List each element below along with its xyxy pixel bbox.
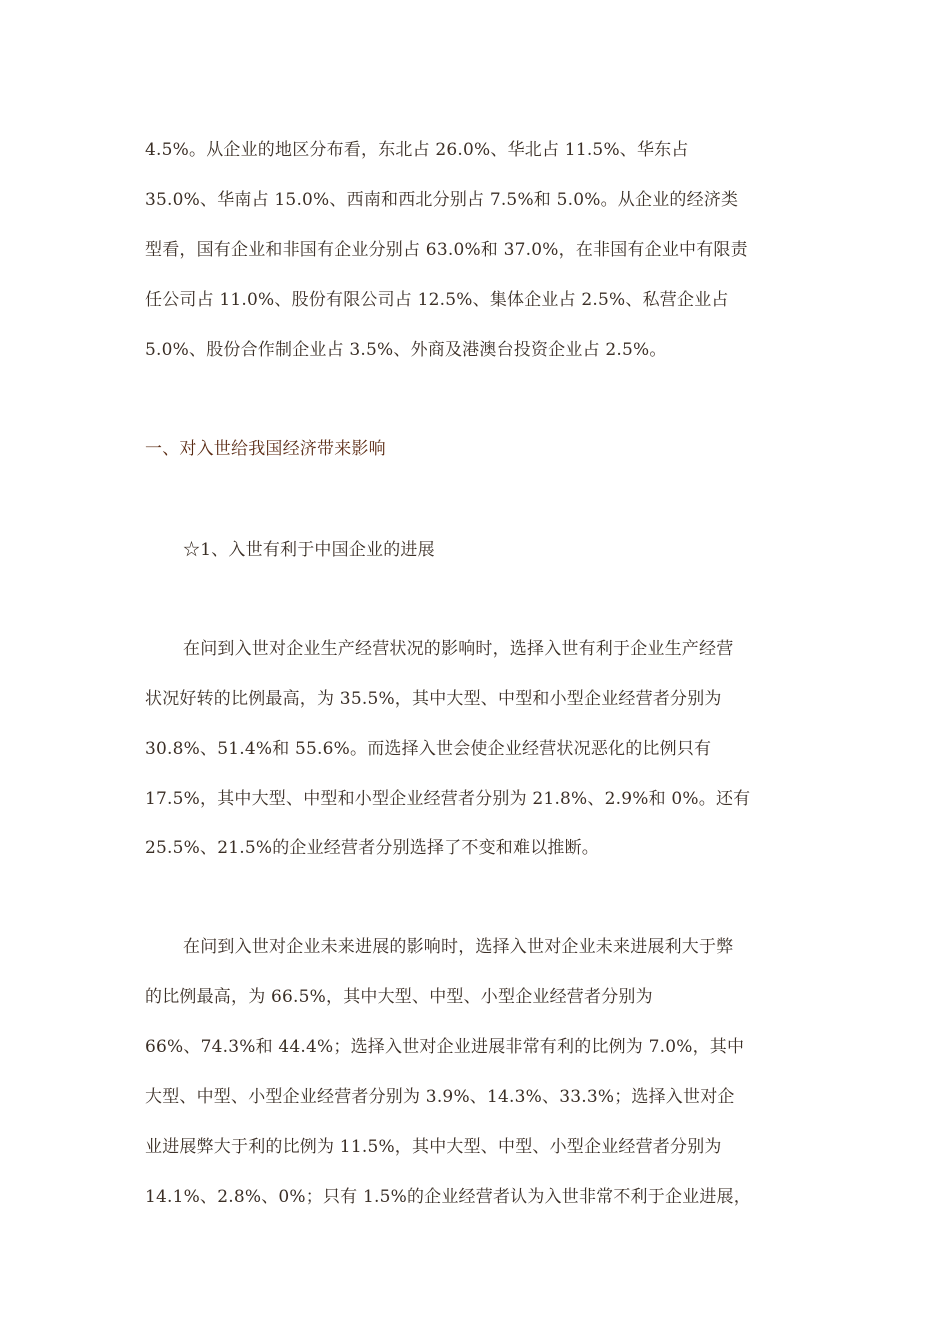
text-line: 5.0%、股份合作制企业占 3.5%、外商及港澳台投资企业占 2.5%。 — [145, 340, 667, 360]
text-line: 型看，国有企业和非国有企业分别占 63.0%和 37.0%，在非国有企业中有限责 — [145, 240, 748, 260]
subsection-heading: ☆1、入世有利于中国企业的进展 — [183, 540, 435, 560]
text-line: 66%、74.3%和 44.4%；选择入世对企业进展非常有利的比例为 7.0%，其中 — [145, 1037, 745, 1057]
text-line: 在问到入世对企业未来进展的影响时，选择入世对企业未来进展利大于弊 — [183, 937, 734, 957]
section-heading: 一、对入世给我国经济带来影响 — [145, 439, 386, 459]
text-line: 4.5%。从企业的地区分布看，东北占 26.0%、华北占 11.5%、华东占 — [145, 140, 689, 160]
text-line: 14.1%、2.8%、0%；只有 1.5%的企业经营者认为入世非常不利于企业进展， — [145, 1187, 751, 1207]
text-line: 35.0%、华南占 15.0%、西南和西北分别占 7.5%和 5.0%。从企业的经济类 — [145, 190, 739, 210]
text-line: 25.5%、21.5%的企业经营者分别选择了不变和难以推断。 — [145, 838, 600, 858]
text-line: 在问到入世对企业生产经营状况的影响时，选择入世有利于企业生产经营 — [183, 639, 734, 659]
text-line: 状况好转的比例最高，为 35.5%，其中大型、中型和小型企业经营者分别为 — [145, 689, 722, 709]
text-line: 大型、中型、小型企业经营者分别为 3.9%、14.3%、33.3%；选择入世对企 — [145, 1087, 735, 1107]
text-line: 的比例最高，为 66.5%，其中大型、中型、小型企业经营者分别为 — [145, 987, 653, 1007]
text-line: 17.5%，其中大型、中型和小型企业经营者分别为 21.8%、2.9%和 0%。还有 — [145, 789, 751, 809]
text-line: 业进展弊大于利的比例为 11.5%，其中大型、中型、小型企业经营者分别为 — [145, 1137, 722, 1157]
text-line: 30.8%、51.4%和 55.6%。而选择入世会使企业经营状况恶化的比例只有 — [145, 739, 712, 759]
text-line: 任公司占 11.0%、股份有限公司占 12.5%、集体企业占 2.5%、私营企业占 — [145, 290, 729, 310]
